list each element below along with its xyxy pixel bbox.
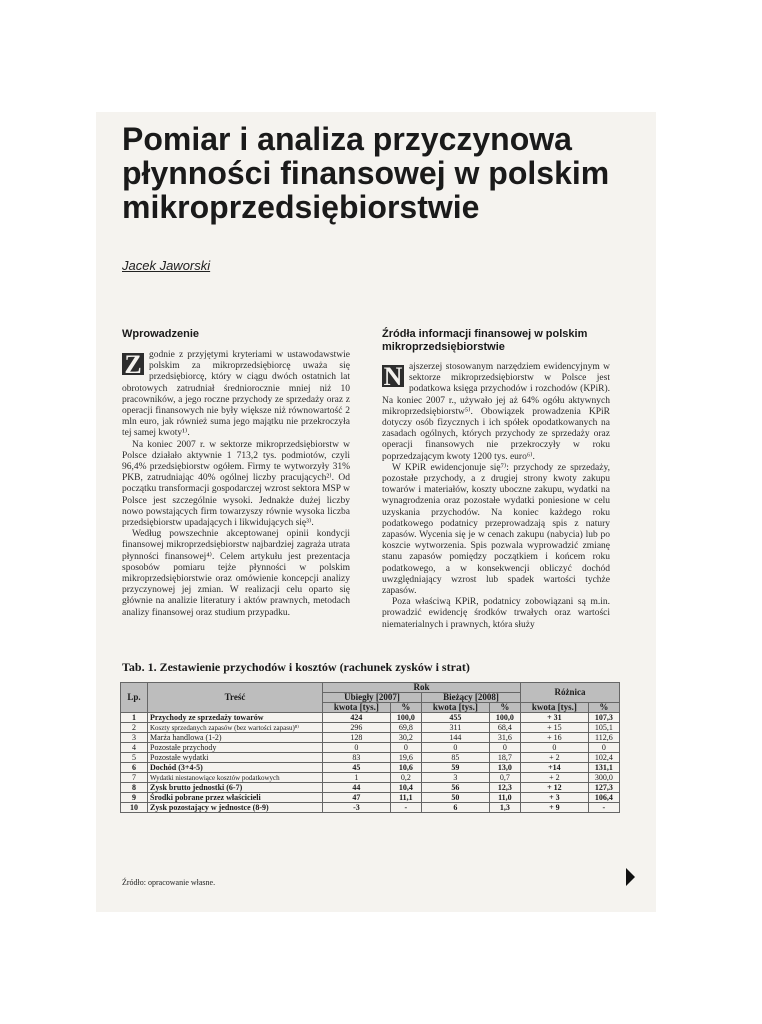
dropcap-z: Z [122, 353, 144, 375]
table-cell-p1: 100,0 [390, 713, 421, 723]
table-cell-name: Koszty sprzedanych zapasów (bez wartości zapasu)⁸⁾ [148, 723, 323, 733]
table-cell-p2: 12,3 [489, 783, 520, 793]
section-heading-intro: Wprowadzenie [122, 328, 200, 340]
table-cell-dp: 105,1 [588, 723, 619, 733]
table-cell-lp: 6 [121, 763, 148, 773]
table-cell-lp: 4 [121, 743, 148, 753]
table-cell-dk: + 3 [520, 793, 588, 803]
table-row [121, 803, 620, 813]
table-cell-p2: 100,0 [489, 713, 520, 723]
table-row [121, 753, 620, 763]
right-paragraph-2: W KPiR ewidencjonuje się⁷⁾: przychody ze sprzedaży, pozostałe przychody, a z drugiej strony kwoty zakupu towarów i materiałów, koszty uboczne zakupu, wydatki na wynagrodzenia oraz pozostałe wydatki poniesione w celu uzyskania przychodów. Na koniec każdego roku podatkowego podatnicy przeprowadzają spis z natury zapasów. Wycenia się je w cenach zakupu (nabycia) lub po koszcie wytworzenia. Spis pozwala wyprowadzić zmianę stanu zapasów pomiędzy początkiem i końcem roku podatkowego, a w konsekwencji obliczyć dochód uwzględniający wzrost lub spadek wartości tychże zapasów. [382, 462, 610, 597]
right-column [382, 362, 610, 631]
table-cell-p2: 11,0 [489, 793, 520, 803]
header-pct: % [390, 703, 421, 713]
header-pct: % [489, 703, 520, 713]
table-cell-p1: 0 [390, 743, 421, 753]
table-cell-p1: 30,2 [390, 733, 421, 743]
table-cell-lp: 3 [121, 733, 148, 743]
table-cell-lp: 1 [121, 713, 148, 723]
table-cell-lp: 9 [121, 793, 148, 803]
table-row [121, 723, 620, 733]
right-paragraph-1 [382, 362, 610, 463]
header-prev-year: Ubiegły [2007] [323, 693, 422, 703]
table-row [121, 743, 620, 753]
table-cell-k1: 424 [323, 713, 391, 723]
header-curr-year: Bieżący [2008] [421, 693, 520, 703]
right-paragraph-1-text: ajszerzej stosowanym narzędziem ewidencyjnym w sektorze mikroprzedsiębiorstw w Polsce jest podatkowa księga przychodów i rozchodów (KPiR). Na koniec 2007 r., używało jej aż 64% ogółu aktywnych mikroprzedsiębiorstw⁵⁾. Obowiązek prowadzenia KPiR dotyczy osób fizycznych i ich spółek opodatkowanych na zasadach ogólnych, których przychody ze sprzedaży oraz operacji finansowych nie przekroczyły w roku poprzedzającym kwoty 1200 tys. euro⁶⁾. [382, 362, 610, 462]
table-cell-name: Środki pobrane przez właścicieli [148, 793, 323, 803]
table-cell-k2: 59 [421, 763, 489, 773]
table-cell-p1: 0,2 [390, 773, 421, 783]
table-cell-k1: 296 [323, 723, 391, 733]
income-table [120, 682, 620, 813]
table-cell-name: Dochód (3+4-5) [148, 763, 323, 773]
table-cell-dk: + 31 [520, 713, 588, 723]
table-cell-dp: - [588, 803, 619, 813]
table-source: Źródło: opracowanie własne. [122, 878, 216, 887]
header-lp: Lp. [121, 683, 148, 713]
table-cell-k1: -3 [323, 803, 391, 813]
table-cell-dp: 127,3 [588, 783, 619, 793]
table-cell-p2: 0,7 [489, 773, 520, 783]
table-cell-dp: 131,1 [588, 763, 619, 773]
table-cell-k2: 85 [421, 753, 489, 763]
left-paragraph-1 [122, 350, 350, 440]
table-cell-k2: 311 [421, 723, 489, 733]
table-cell-lp: 8 [121, 783, 148, 793]
table-cell-k1: 44 [323, 783, 391, 793]
table-cell-name: Pozostałe przychody [148, 743, 323, 753]
table-cell-name: Pozostałe wydatki [148, 753, 323, 763]
left-column [122, 350, 350, 619]
table-cell-name: Zysk pozostający w jednostce (8-9) [148, 803, 323, 813]
table-cell-dk: 0 [520, 743, 588, 753]
table-cell-dp: 112,6 [588, 733, 619, 743]
table-cell-p1: 19,6 [390, 753, 421, 763]
table-cell-name: Przychody ze sprzedaży towarów [148, 713, 323, 723]
table-cell-name: Zysk brutto jednostki (6-7) [148, 783, 323, 793]
table-cell-dk: + 16 [520, 733, 588, 743]
table-cell-p1: 69,8 [390, 723, 421, 733]
table-cell-name: Wydatki niestanowiące kosztów podatkowych [148, 773, 323, 783]
dropcap-n: N [383, 362, 403, 391]
table-cell-lp: 10 [121, 803, 148, 813]
table-cell-p2: 0 [489, 743, 520, 753]
table-cell-p1: 10,6 [390, 763, 421, 773]
section-heading-sources: Źródła informacji finansowej w polskim mikroprzedsiębiorstwie [382, 328, 588, 353]
header-tresc: Treść [148, 683, 323, 713]
table-cell-dk: + 9 [520, 803, 588, 813]
table-cell-k1: 47 [323, 793, 391, 803]
table-cell-dp: 0 [588, 743, 619, 753]
table-cell-p2: 68,4 [489, 723, 520, 733]
table-row [121, 733, 620, 743]
header-rok: Rok [323, 683, 521, 693]
table-cell-name: Marża handlowa (1-2) [148, 733, 323, 743]
left-paragraph-2: Na koniec 2007 r. w sektorze mikroprzedsiębiorstw w Polsce działało aktywnie 1 713,2 tys. podmiotów, czyli 96,4% przedsiębiorstw ogółem. Firmy te wytworzyły 31% PKB, zatrudniając 40% ogólnej liczby pracujących²⁾. Od początku transformacji gospodarczej wzrost sektora MSP w Polsce jest szczególnie wysoki. Jednakże dużej liczby nowo powstających firm towarzyszy równie wysoka liczba przedsiębiorstw upadających i likwidujących się³⁾. [122, 439, 350, 529]
table-cell-dp: 107,3 [588, 713, 619, 723]
table-cell-p1: 11,1 [390, 793, 421, 803]
table-row [121, 793, 620, 803]
table-row [121, 713, 620, 723]
header-kwota: kwota [tys.] [421, 703, 489, 713]
table-cell-k2: 56 [421, 783, 489, 793]
table-cell-p2: 13,0 [489, 763, 520, 773]
table-caption: Tab. 1. Zestawienie przychodów i kosztów (rachunek zysków i strat) [122, 660, 470, 674]
right-paragraph-3: Poza właściwą KPiR, podatnicy zobowiązani są m.in. prowadzić ewidencję środków trwałych oraz wartości niematerialnych i prawnych, która służy [382, 597, 610, 630]
table-cell-lp: 7 [121, 773, 148, 783]
table-row [121, 773, 620, 783]
table-cell-p2: 18,7 [489, 753, 520, 763]
table-cell-k1: 45 [323, 763, 391, 773]
table-row [121, 783, 620, 793]
table-cell-k2: 50 [421, 793, 489, 803]
table-cell-k1: 1 [323, 773, 391, 783]
table-cell-dk: + 2 [520, 753, 588, 763]
left-paragraph-3: Według powszechnie akceptowanej opinii kondycji finansowej mikroprzedsiębiorstw najbardziej zagraża utrata płynności finansowej⁴⁾. Celem artykułu jest prezentacja sposobów pomiaru tejże płynności w polskim mikroprzedsiębiorstwie oraz omówienie koncepcji analizy przyczynowej jej zmian. W realizacji celu oparto się głównie na analizie literatury i aktów prawnych, metodach analizy finansowej oraz studium przypadku. [122, 529, 350, 618]
header-pct: % [588, 703, 619, 713]
table-cell-dk: + 15 [520, 723, 588, 733]
article-author: Jacek Jaworski [122, 258, 211, 273]
table-cell-p1: 10,4 [390, 783, 421, 793]
table-cell-k1: 128 [323, 733, 391, 743]
table-cell-k2: 0 [421, 743, 489, 753]
table-cell-k2: 3 [421, 773, 489, 783]
table-cell-dk: + 12 [520, 783, 588, 793]
table-cell-lp: 5 [121, 753, 148, 763]
table-cell-k2: 144 [421, 733, 489, 743]
left-paragraph-1-text: godnie z przyjętymi kryteriami w ustawodawstwie polskim za mikroprzedsiębiorcę uważa się przedsiębiorcę, który w ciągu dwóch ostatnich lat obrotowych zatrudniał średniorocznie mniej niż 10 pracowników, a jego roczne przychody ze sprzedaży oraz z operacji finansowych nie były większe niż równowartość 2 mln euro, jak również suma jego majątku nie przekroczyła tej samej kwoty¹⁾. [122, 350, 350, 439]
table-cell-k2: 455 [421, 713, 489, 723]
article-title: Pomiar i analiza przyczynowa płynności finansowej w polskim mikroprzedsiębiorstwie [122, 121, 610, 225]
table-cell-dk: + 2 [520, 773, 588, 783]
table-cell-p1: - [390, 803, 421, 813]
table-cell-dp: 106,4 [588, 793, 619, 803]
next-page-arrow-icon [626, 868, 635, 886]
header-kwota: kwota [tys.] [520, 703, 588, 713]
header-kwota: kwota [tys.] [323, 703, 391, 713]
table-cell-dk: +14 [520, 763, 588, 773]
table-cell-lp: 2 [121, 723, 148, 733]
table-cell-dp: 300,0 [588, 773, 619, 783]
table-row [121, 763, 620, 773]
table-cell-k1: 0 [323, 743, 391, 753]
header-roznica: Różnica [520, 683, 619, 703]
table-cell-k2: 6 [421, 803, 489, 813]
table-cell-k1: 83 [323, 753, 391, 763]
table-cell-p2: 31,6 [489, 733, 520, 743]
table-cell-p2: 1,3 [489, 803, 520, 813]
table-cell-dp: 102,4 [588, 753, 619, 763]
